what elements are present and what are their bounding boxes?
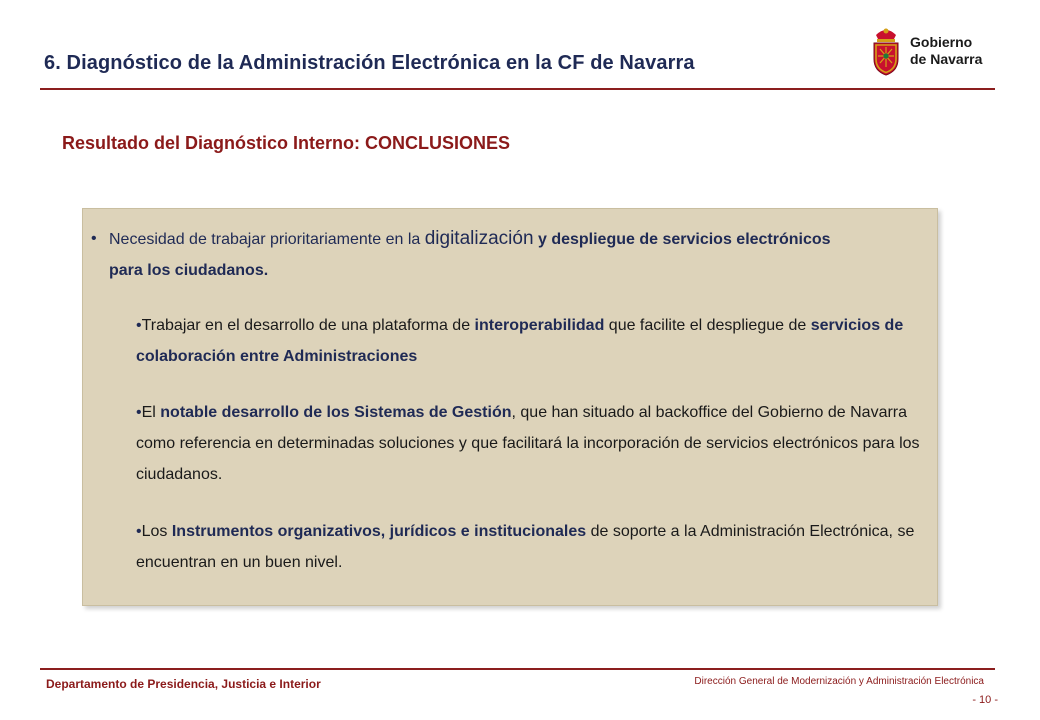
footer-department: Departamento de Presidencia, Justicia e Interior: [46, 677, 321, 691]
main-bullet-text: Necesidad de trabajar prioritariamente en la: [109, 231, 425, 248]
bullet-marker: •: [136, 523, 142, 540]
sub-bullet-bold: interoperabilidad: [474, 317, 605, 334]
sub-bullet-instruments: [136, 516, 926, 578]
bullet-marker: •: [136, 317, 142, 334]
sub-bullet-text: que facilite el despliegue de: [604, 317, 811, 334]
sub-bullet-text: , que han situado al backoffice del Gobierno de Navarra como referencia en determinadas soluciones y que facilitará la incorporación de servicios electrónicos para los ciudadanos.: [136, 404, 920, 483]
logo-line-2: de Navarra: [910, 51, 983, 67]
section-subtitle: Resultado del Diagnóstico Interno: CONCLUSIONES: [62, 133, 511, 153]
footer-direction: Dirección General de Modernización y Administración Electrónica: [694, 676, 984, 687]
sub-bullet-bold: servicios de colaboración entre Administraciones: [136, 317, 904, 365]
page-number: - 10 -: [972, 694, 998, 706]
sub-bullet-bold: notable desarrollo de los Sistemas de Gestión: [160, 404, 512, 421]
title-divider: [40, 88, 995, 90]
sub-bullet-text: de soporte a la Administración Electrónica, se encuentran en un buen nivel.: [136, 523, 915, 571]
main-bullet-highlight: digitalización: [424, 228, 534, 249]
main-bullet: [91, 223, 851, 286]
footer-divider: [40, 668, 995, 670]
sub-bullet-text: Trabajar en el desarrollo de una plataforma de: [141, 317, 475, 334]
main-bullet-bold: y despliegue de servicios electrónicos para los ciudadanos.: [109, 231, 831, 279]
bullet-marker: •: [136, 404, 142, 421]
bullet-marker: •: [91, 230, 97, 247]
coat-of-arms-icon: [868, 25, 904, 77]
page-title: 6. Diagnóstico de la Administración Electrónica en la CF de Navarra: [44, 52, 695, 74]
sub-bullet-bold: Instrumentos organizativos, jurídicos e institucionales: [171, 523, 587, 540]
sub-bullet-management-systems: [136, 397, 926, 490]
gobierno-navarra-logo: [868, 20, 996, 82]
sub-bullet-text: Los: [141, 523, 172, 540]
logo-line-1: Gobierno: [910, 34, 973, 50]
conclusions-box: [82, 208, 938, 606]
sub-bullet-interoperability: [136, 310, 926, 372]
sub-bullet-text: El: [141, 404, 161, 421]
